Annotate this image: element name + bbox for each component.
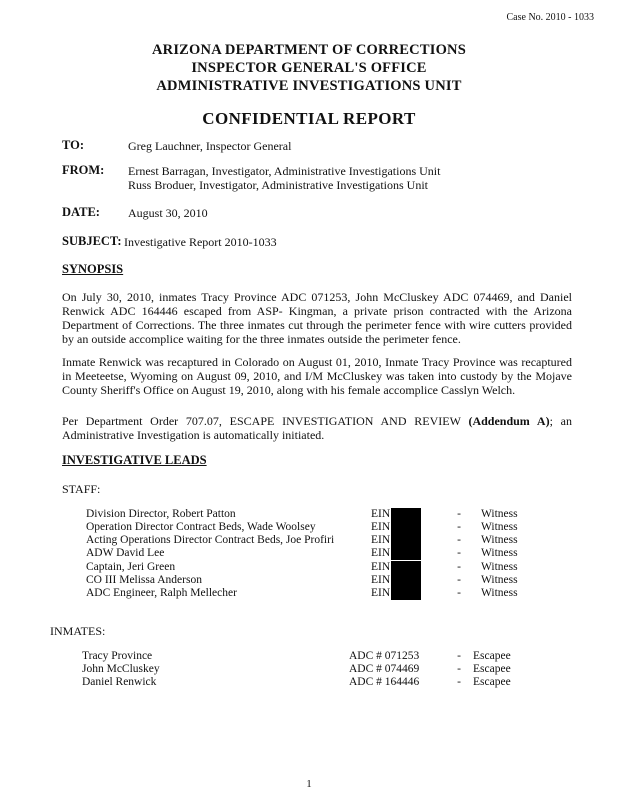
unit-name: ADMINISTRATIVE INVESTIGATIONS UNIT <box>156 78 462 94</box>
ein-prefix: EIN <box>371 547 391 560</box>
staff-list <box>86 508 541 600</box>
staff-dash: - <box>457 573 461 586</box>
date-value: August 30, 2010 <box>128 206 208 220</box>
to-label: TO: <box>62 138 84 152</box>
inmate-dash: - <box>457 676 461 688</box>
redaction-block <box>391 587 421 600</box>
staff-dash: - <box>457 586 461 599</box>
subject-label: SUBJECT: <box>62 234 122 248</box>
staff-role: Witness <box>481 560 518 573</box>
report-title: CONFIDENTIAL REPORT <box>202 109 416 128</box>
staff-role: Witness <box>481 508 518 521</box>
staff-role: Witness <box>481 573 518 586</box>
paragraph-3-text-end: ; an Administrative Investigation is automatically initiated. <box>62 414 572 442</box>
staff-name: ADC Engineer, Ralph Mellecher <box>86 586 237 599</box>
ein-prefix: EIN <box>371 521 391 534</box>
staff-ein <box>371 561 437 574</box>
synopsis-heading: SYNOPSIS <box>62 262 124 276</box>
staff-role: Witness <box>481 534 518 547</box>
office-name: INSPECTOR GENERAL'S OFFICE <box>191 60 427 76</box>
inmates-label: INMATES: <box>50 624 106 638</box>
page-number: 1 <box>306 778 312 790</box>
staff-row <box>86 547 541 560</box>
staff-role: Witness <box>481 586 518 599</box>
staff-row <box>86 561 541 574</box>
synopsis-paragraph-1: On July 30, 2010, inmates Tracy Province ADC 071253, John McCluskey ADC 074469, and Daniel Renwick ADC 164446 escaped from ASP- Kingman, a private prison contracted with the Arizona Department of Corrections. The three inmates cut through the perimeter fence with wire cutters provided by an outside accomplice waiting for the three inmates outside the perimeter fence. <box>62 290 572 346</box>
inmate-role: Escapee <box>473 676 511 688</box>
staff-row <box>86 508 541 521</box>
staff-name: CO III Melissa Anderson <box>86 573 202 586</box>
ein-prefix: EIN <box>371 534 391 547</box>
staff-ein <box>371 574 437 587</box>
staff-ein <box>371 508 437 521</box>
staff-row <box>86 574 541 587</box>
inmates-list <box>82 650 543 689</box>
redaction-block <box>391 561 421 574</box>
case-number: Case No. 2010 - 1033 <box>506 12 594 23</box>
inmate-name: Tracy Province <box>82 650 153 662</box>
staff-name: ADW David Lee <box>86 547 165 560</box>
staff-dash: - <box>457 547 461 560</box>
staff-label: STAFF: <box>62 482 101 496</box>
staff-role: Witness <box>481 521 518 534</box>
ein-prefix: EIN <box>371 560 391 573</box>
from-label: FROM: <box>62 163 105 177</box>
staff-dash: - <box>457 508 461 521</box>
redaction-block <box>391 534 421 547</box>
staff-row <box>86 521 541 534</box>
synopsis-paragraph-3 <box>62 414 572 442</box>
inmate-name: John McCluskey <box>82 663 160 675</box>
staff-ein <box>371 521 437 534</box>
inmate-name: Daniel Renwick <box>82 676 157 688</box>
addendum-reference: (Addendum A) <box>468 414 550 428</box>
inmate-adc-number: ADC # 164446 <box>349 676 420 688</box>
staff-row <box>86 534 541 547</box>
staff-dash: - <box>457 560 461 573</box>
inmate-role: Escapee <box>473 663 511 675</box>
inmate-row <box>82 663 543 676</box>
ein-prefix: EIN <box>371 586 391 599</box>
staff-name: Captain, Jeri Green <box>86 560 176 573</box>
redaction-block <box>391 521 421 534</box>
agency-name: ARIZONA DEPARTMENT OF CORRECTIONS <box>152 42 466 58</box>
redaction-block <box>391 574 421 587</box>
inmate-row <box>82 676 543 689</box>
staff-name: Division Director, Robert Patton <box>86 508 236 521</box>
staff-name: Acting Operations Director Contract Beds, Joe Profiri <box>86 534 335 547</box>
inmate-adc-number: ADC # 071253 <box>349 650 420 662</box>
ein-prefix: EIN <box>371 508 391 521</box>
staff-dash: - <box>457 534 461 547</box>
staff-dash: - <box>457 521 461 534</box>
paragraph-3-text-start: Per Department Order 707.07, ESCAPE INVESTIGATION AND REVIEW <box>62 414 469 428</box>
staff-role: Witness <box>481 547 518 560</box>
staff-name: Operation Director Contract Beds, Wade Woolsey <box>86 521 316 534</box>
inmate-row <box>82 650 543 663</box>
to-value: Greg Lauchner, Inspector General <box>128 139 292 153</box>
staff-ein <box>371 587 437 600</box>
from-value-2: Russ Broduer, Investigator, Administrative Investigations Unit <box>128 178 429 192</box>
inmate-dash: - <box>457 663 461 675</box>
staff-ein <box>371 547 437 560</box>
staff-row <box>86 587 541 600</box>
synopsis-paragraph-2: Inmate Renwick was recaptured in Colorado on August 01, 2010, Inmate Tracy Province was recaptured in Meeteetse, Wyoming on August 09, 2010, and I/M McCluskey was taken into custody by the Mojave County Sheriff's Office on August 19, 2010, along with his female accomplice Casslyn Welch. <box>62 355 572 397</box>
investigative-leads-heading: INVESTIGATIVE LEADS <box>62 453 207 467</box>
date-label: DATE: <box>62 205 100 219</box>
subject-value: Investigative Report 2010-1033 <box>124 235 277 249</box>
from-value-1: Ernest Barragan, Investigator, Administrative Investigations Unit <box>128 164 441 178</box>
inmate-dash: - <box>457 650 461 662</box>
inmate-adc-number: ADC # 074469 <box>349 663 420 675</box>
ein-prefix: EIN <box>371 573 391 586</box>
staff-ein <box>371 534 437 547</box>
inmate-role: Escapee <box>473 650 511 662</box>
redaction-block <box>391 508 421 521</box>
redaction-block <box>391 547 421 560</box>
